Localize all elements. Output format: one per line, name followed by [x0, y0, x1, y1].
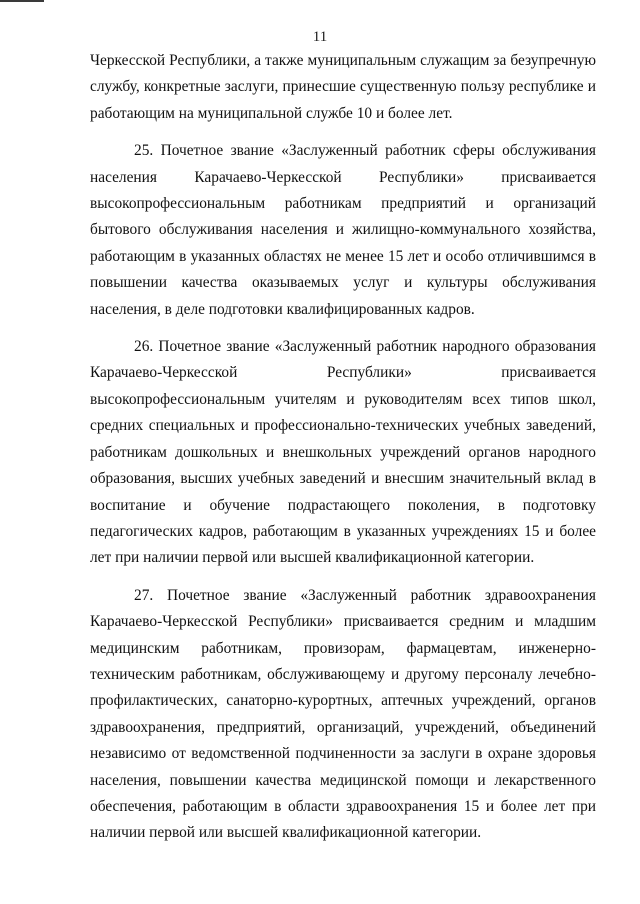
page-number: 11	[312, 29, 328, 45]
paragraph-item-25: 25. Почетное звание «Заслуженный работник сферы обслуживания населения Карачаево-Черкесской Республики» присваивается высокопрофессиональным работникам предприятий и организаций бытового обслуживания населения и жилищно-коммунального хозяйства, работающим в указанных областях не менее 15 лет и особо отличившимся в повышении качества оказываемых услуг и культуры обслуживания населения, в деле подготовки квалифицированных кадров.	[90, 142, 596, 318]
paragraph-continuation: Черкесской Республики, а также муниципальным служащим за безупречную службу, конкретные заслуги, принесшие существенную пользу республике и работающим на муниципальной службе 10 и более лет.	[90, 52, 596, 122]
document-body	[90, 48, 596, 858]
paragraph-item-27: 27. Почетное звание «Заслуженный работник здравоохранения Карачаево-Черкесской Республики» присваивается средним и младшим медицинским работникам, провизорам, фармацевтам, инженерно-техническим работникам, обслуживающему и другому персоналу лечебно-профилактических, санаторно-курортных, аптечных учреждений, органов здравоохранения, предприятий, организаций, учреждений, объединений независимо от ведомственной подчиненности за заслуги в охране здоровья населения, повышении качества медицинской помощи и лекарственного обеспечения, работающим в области здравоохранения 15 и более лет при наличии первой или высшей квалификационной категории.	[90, 586, 596, 842]
paragraph-item-26: 26. Почетное звание «Заслуженный работник народного образования Карачаево-Черкесской Республики» присваивается высокопрофессиональным учителям и руководителям всех типов школ, средних специальных и профессионально-технических учебных заведений, работникам дошкольных и внешкольных учреждений органов народного образования, высших учебных заведений и внесшим значительный вклад в воспитание и обучение подрастающего поколения, в подготовку педагогических кадров, работающим в указанных учреждениях 15 и более лет при наличии первой или высшей квалификационной категории.	[90, 338, 596, 567]
scan-corner-mark	[0, 0, 44, 2]
